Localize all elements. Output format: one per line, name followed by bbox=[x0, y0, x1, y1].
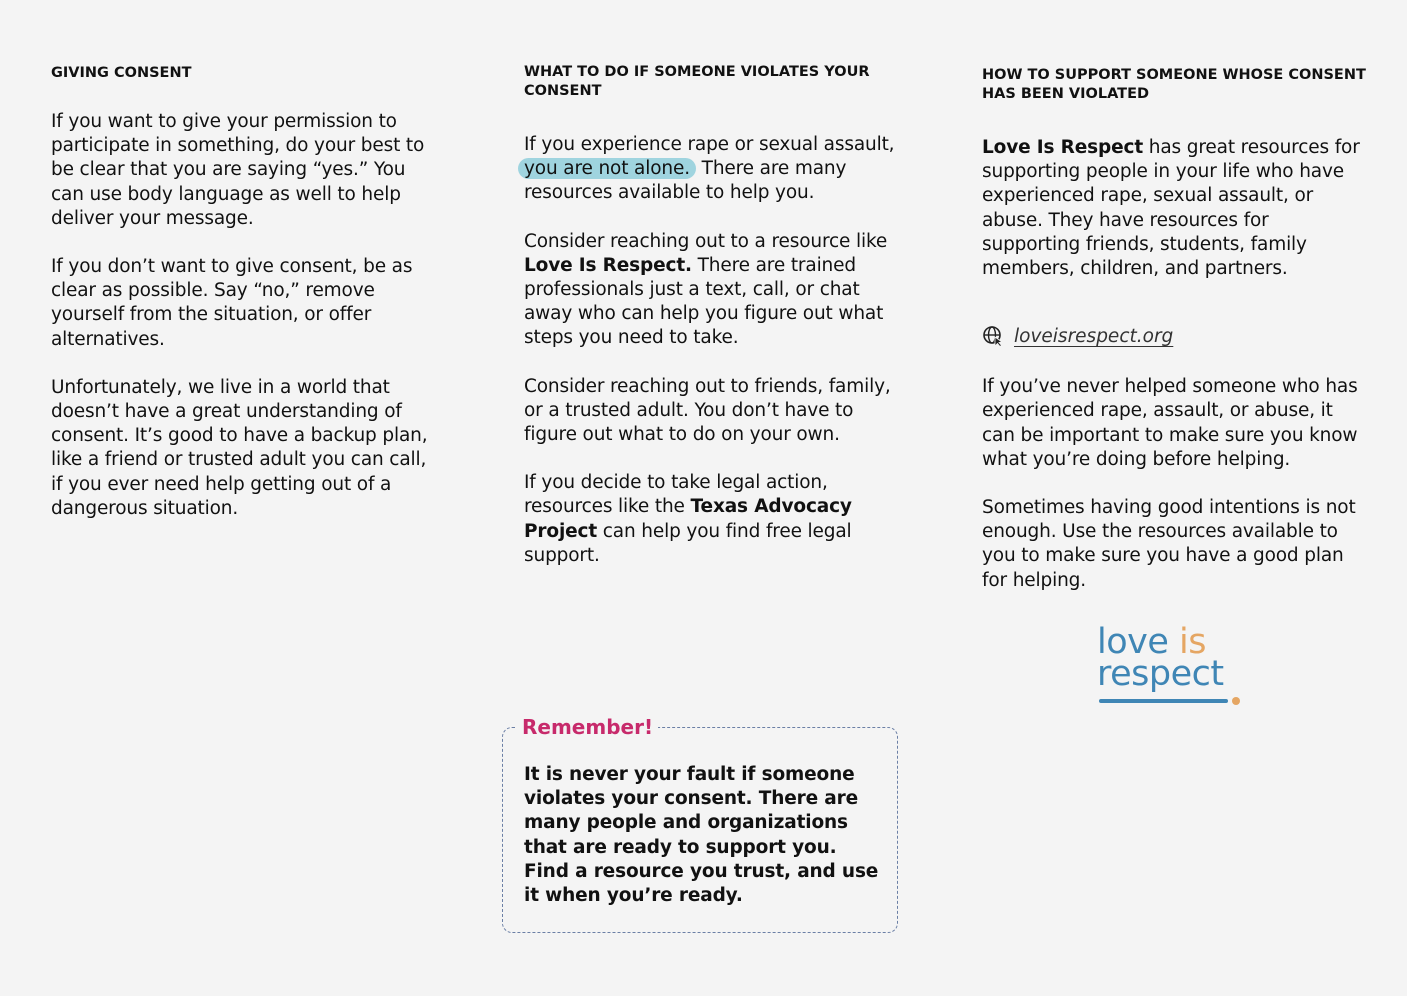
love-is-respect-logo bbox=[1097, 622, 1247, 708]
logo-dot bbox=[1232, 697, 1240, 705]
website-link[interactable] bbox=[982, 325, 1173, 347]
globe-cursor-icon bbox=[982, 325, 1004, 347]
remember-callout bbox=[502, 715, 898, 933]
column-consent-violated bbox=[524, 63, 924, 568]
column-support-someone bbox=[982, 66, 1382, 593]
bold-text: Love Is Respect bbox=[982, 137, 1144, 158]
paragraph-text: If you experience rape or sexual assault, bbox=[524, 134, 895, 155]
bold-text: Love Is Respect. bbox=[524, 254, 692, 276]
paragraph: Sometimes having good intentions is not enough. Use the resources available to you to make sure you have a good plan for helping. bbox=[982, 497, 1356, 591]
paragraph bbox=[524, 471, 909, 568]
section-heading: HOW TO SUPPORT SOMEONE WHOSE CONSENT HAS BEEN VIOLATED bbox=[982, 67, 1366, 102]
paragraph-text: can help you find free legal support. bbox=[524, 520, 852, 566]
paragraph: If you’ve never helped someone who has experienced rape, assault, or abuse, it can be important to make sure you know what you’re doing before helping. bbox=[982, 376, 1358, 470]
logo-underline bbox=[1099, 699, 1228, 703]
bold-text: Texas Advocacy Project bbox=[524, 496, 852, 542]
paragraph bbox=[524, 133, 909, 206]
logo-word-respect: respect bbox=[1097, 654, 1224, 694]
paragraph-text: has great resources for supporting people in your life who have experienced rape, sexual assault, or abuse. They have resources for supporting friends, students, family members, children, and partners. bbox=[982, 137, 1360, 280]
paragraph-text: Consider reaching out to a resource like bbox=[524, 230, 888, 252]
website-link-text: loveisrespect.org bbox=[1014, 325, 1174, 347]
section-heading: WHAT TO DO IF SOMEONE VIOLATES YOUR CONSENT bbox=[524, 64, 870, 99]
paragraph: If you want to give your permission to participate in something, do your best to be clear that you are saying “yes.” You can use body language as well to help deliver your message. bbox=[51, 111, 425, 229]
logo-word-love: love bbox=[1097, 622, 1169, 662]
column-giving-consent bbox=[51, 64, 471, 521]
paragraph bbox=[982, 136, 1367, 281]
paragraph: Unfortunately, we live in a world that doesn’t have a great understanding of consent. It’s good to have a backup plan, like a friend or trusted adult you can call, if you ever need help getting out of a dangerous situation. bbox=[51, 376, 428, 519]
remember-text: It is never your fault if someone violates your consent. There are many people and organizations that are ready to support you. Find a resource you trust, and use it when you’re ready. bbox=[524, 764, 879, 907]
paragraph bbox=[524, 230, 909, 351]
highlighted-text: you are not alone. bbox=[518, 158, 696, 179]
paragraph-text: There are many resources available to help you. bbox=[524, 158, 847, 204]
paragraph: Consider reaching out to friends, family, or a trusted adult. You don’t have to figure out what to do on your own. bbox=[524, 375, 891, 446]
paragraph: If you don’t want to give consent, be as clear as possible. Say “no,” remove yourself from the situation, or offer alternatives. bbox=[51, 256, 413, 350]
logo-word-is: is bbox=[1179, 622, 1206, 662]
remember-label: Remember! bbox=[517, 715, 658, 739]
paragraph-text: If you decide to take legal action, resources like the bbox=[524, 472, 828, 518]
paragraph-text: There are trained professionals just a text, call, or chat away who can help you figure out what steps you need to take. bbox=[524, 254, 884, 349]
section-heading: GIVING CONSENT bbox=[51, 65, 192, 81]
